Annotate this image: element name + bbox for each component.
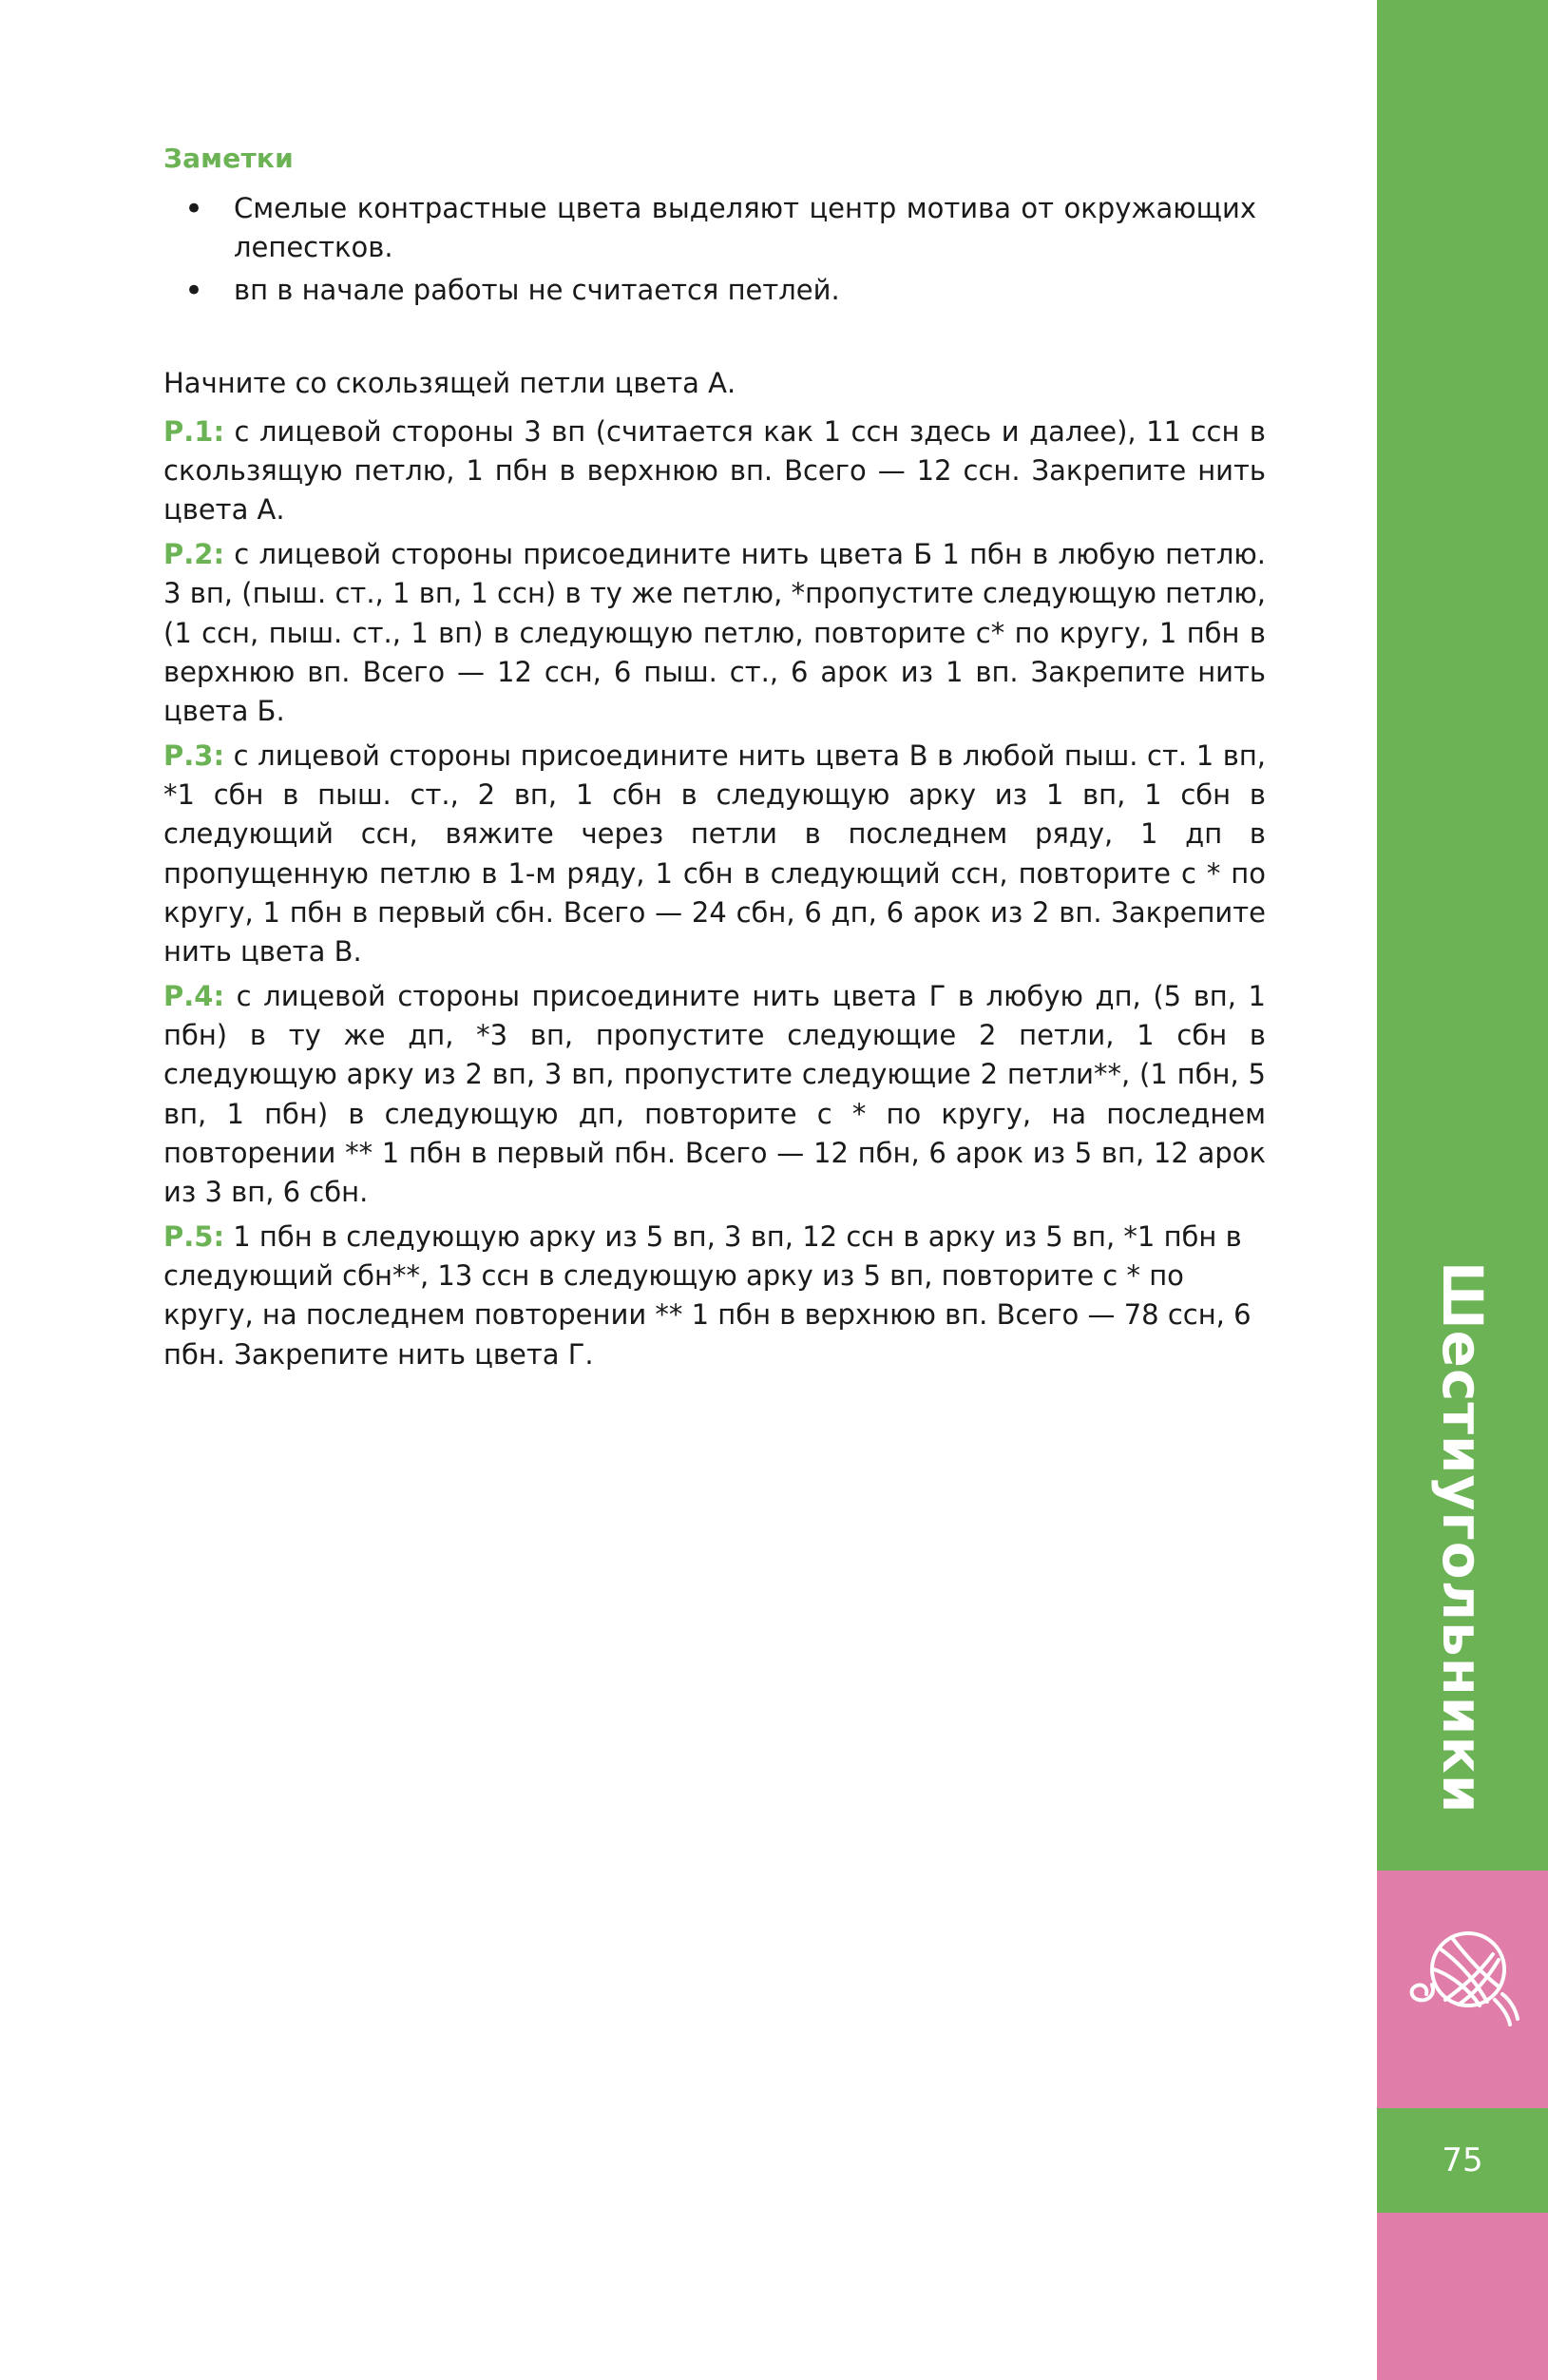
row-label: Р.5:: [163, 1220, 225, 1254]
pattern-row-5: [163, 1218, 1266, 1374]
row-label: Р.4:: [163, 980, 225, 1013]
list-item: • Смелые контрастные цвета выделяют центр мотива от окружающих лепестков.: [163, 189, 1266, 267]
row-text: 1 пбн в следующую арку из 5 вп, 3 вп, 12 ссн в арку из 5 вп, *1 пбн в следующий сбн**, 13 ссн в следующую арку из 5 вп, повторите с * по кругу, на последнем повторении ** 1 пбн в верхнюю вп. Всего — 78 ссн, 6 пбн. Закрепите нить цвета Г.: [163, 1220, 1252, 1371]
chapter-title-text: Шестиугольники: [1430, 1260, 1495, 1814]
notes-list: [163, 189, 1266, 311]
row-label: Р.2:: [163, 538, 225, 571]
page-number: 75: [1442, 2141, 1483, 2179]
pattern-row-2: [163, 535, 1266, 731]
chapter-title-vertical: [1377, 0, 1548, 1871]
pattern-intro: Начните со скользящей петли цвета А.: [163, 366, 736, 399]
row-label: Р.3:: [163, 739, 225, 773]
pattern-row-4: [163, 977, 1266, 1212]
content-column: [163, 143, 1266, 1380]
row-text: с лицевой стороны присоедините нить цвета Б 1 пбн в любую петлю. 3 вп, (пыш. ст., 1 вп, 1 ссн) в ту же петлю, *пропустите следующую петлю, (1 ссн, пыш. ст., 1 вп) в следующую петлю, повторите с* по кругу, 1 пбн в верхнюю вп. Всего — 12 ссн, 6 пыш. ст., 6 арок из 1 вп. Закрепите нить цвета Б.: [163, 538, 1266, 727]
side-rail: [1377, 0, 1548, 2380]
row-text: с лицевой стороны присоедините нить цвета Г в любую дп, (5 вп, 1 пбн) в ту же дп, *3 вп, пропустите следующие 2 петли, 1 сбн в следующую арку из 2 вп, 3 вп, пропустите следующие 2 петли**, (1 пбн, 5 вп, 1 пбн) в следующую дп, повторите с * по кругу, на последнем повторении ** 1 пбн в первый пбн. Всего — 12 пбн, 6 арок из 5 вп, 12 арок из 3 вп, 6 сбн.: [163, 980, 1266, 1208]
row-label: Р.1:: [163, 414, 225, 448]
list-item: • вп в начале работы не считается петлей.: [163, 271, 1266, 310]
row-text: с лицевой стороны присоедините нить цвета В в любой пыш. ст. 1 вп, *1 сбн в пыш. ст., 2 вп, 1 сбн в следующую арку из 1 вп, 1 сбн в следующий ссн, вяжите через петли в последнем ряду, 1 дп в пропущенную петлю в 1-м ряду, 1 сбн в следующий ссн, повторите с * по кругу, 1 пбн в первый сбн. Всего — 24 сбн, 6 дп, 6 арок из 2 вп. Закрепите нить цвета В.: [163, 739, 1266, 968]
pattern-row-1: [163, 413, 1266, 530]
yarn-ball-icon: [1404, 1920, 1521, 2038]
row-text: с лицевой стороны 3 вп (считается как 1 ссн здесь и далее), 11 ссн в скользящую петлю, 1 пбн в верхнюю вп. Всего — 12 ссн. Закрепите нить цвета А.: [163, 414, 1266, 527]
notes-heading: Заметки: [163, 143, 294, 174]
rail-pink-band-lower: [1377, 2213, 1548, 2380]
pattern-row-3: [163, 737, 1266, 971]
